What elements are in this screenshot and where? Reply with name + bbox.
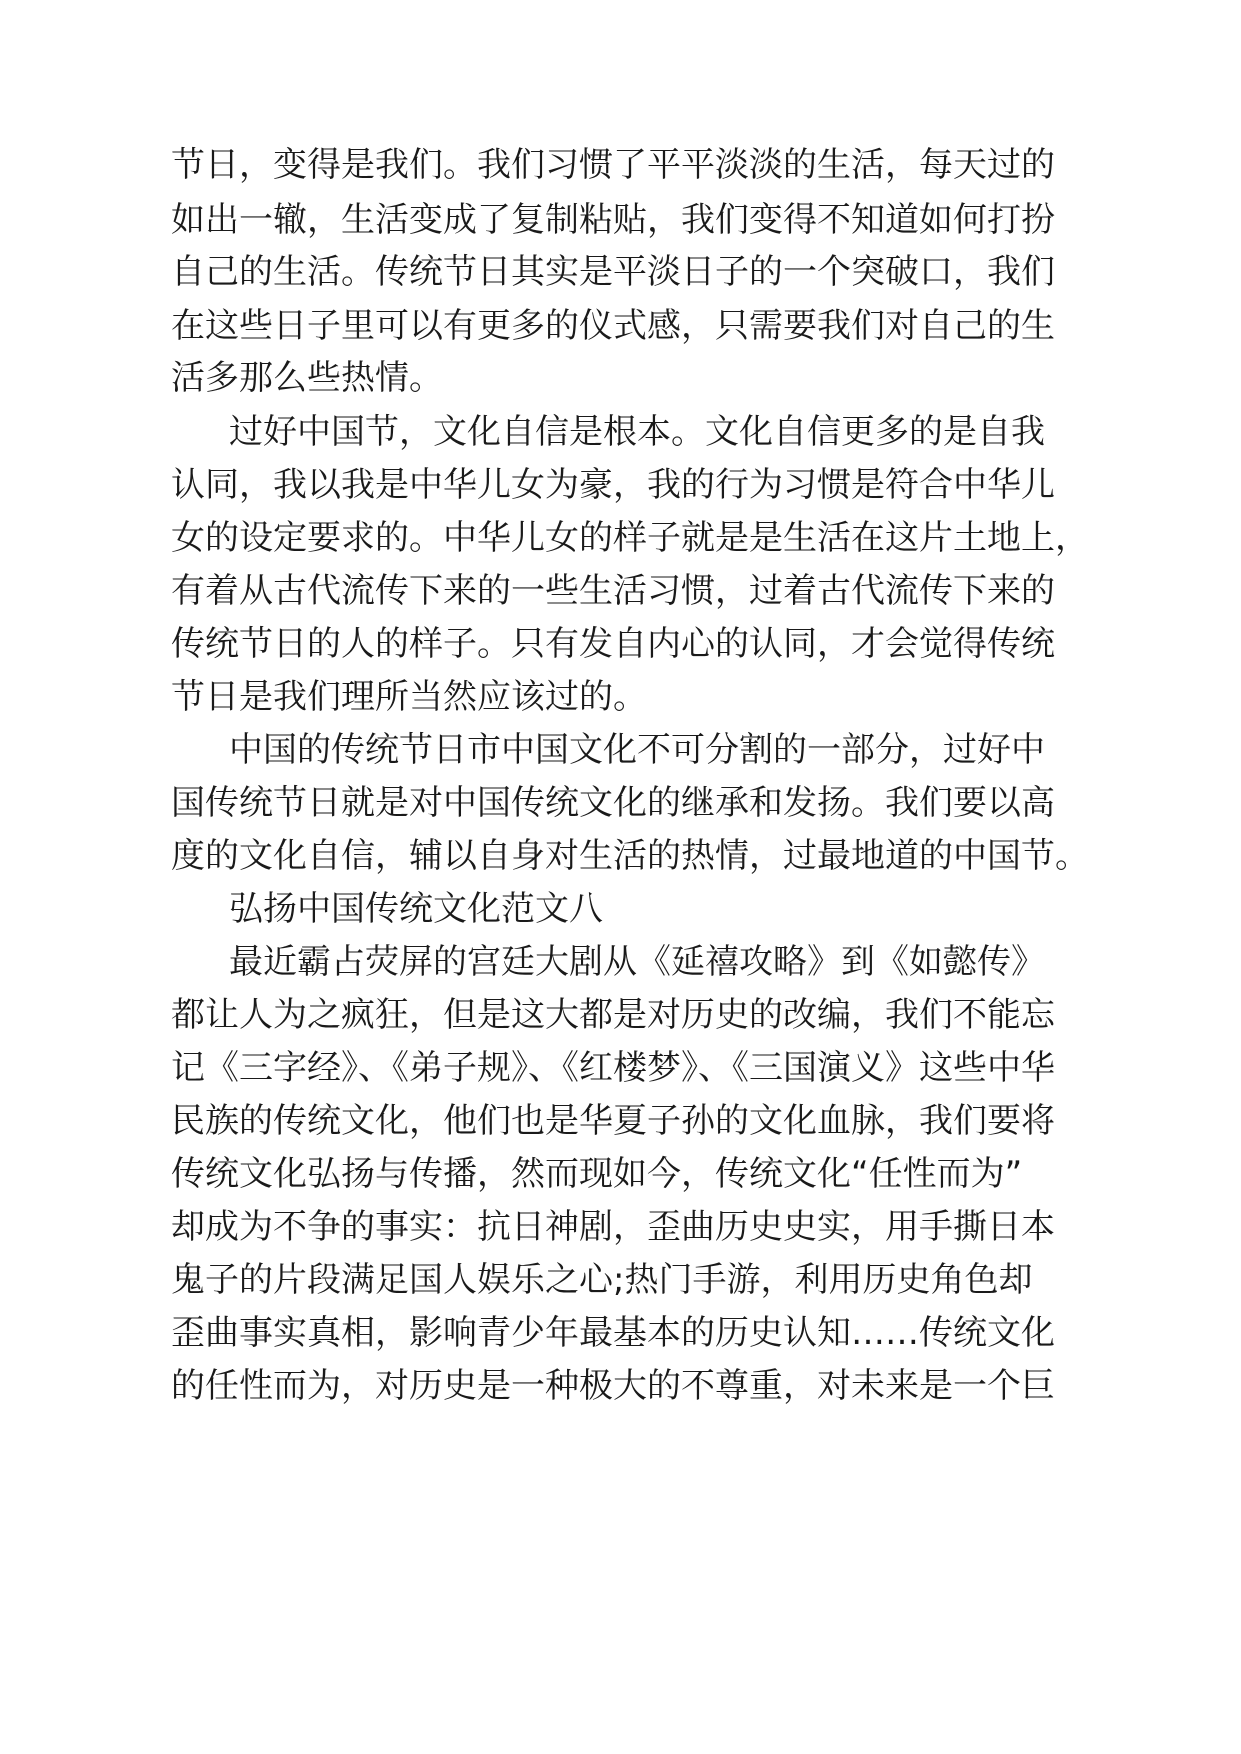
text-line: 过好中国节，文化自信是根本。文化自信更多的是自我 xyxy=(229,412,1045,452)
text-line: 中国的传统节日市中国文化不可分割的一部分，过好中 xyxy=(229,730,1045,770)
text-line: 认同，我以我是中华儿女为豪，我的行为习惯是符合中华儿 xyxy=(171,465,1055,505)
text-line: 在这些日子里可以有更多的仪式感，只需要我们对自己的生 xyxy=(171,306,1055,346)
text-line: 都让人为之疯狂，但是这大都是对历史的改编，我们不能忘 xyxy=(171,995,1055,1035)
text-line: 节日是我们理所当然应该过的。 xyxy=(171,677,647,717)
text-line: 歪曲事实真相，影响青少年最基本的历史认知……传统文化 xyxy=(171,1313,1055,1353)
text-line: 活多那么些热情。 xyxy=(171,358,443,398)
text-line: 的任性而为，对历史是一种极大的不尊重，对未来是一个巨 xyxy=(171,1366,1055,1406)
text-line: 民族的传统文化，他们也是华夏子孙的文化血脉，我们要将 xyxy=(171,1101,1055,1141)
text-line: 女的设定要求的。中华儿女的样子就是是生活在这片土地上， xyxy=(171,518,1089,558)
text-line: 鬼子的片段满足国人娱乐之心;热门手游，利用历史角色却 xyxy=(171,1260,1033,1300)
text-line: 如出一辙，生活变成了复制粘贴，我们变得不知道如何打扮 xyxy=(171,200,1055,240)
text-line: 却成为不争的事实：抗日神剧，歪曲历史史实，用手撕日本 xyxy=(171,1207,1055,1247)
text-line: 节日，变得是我们。我们习惯了平平淡淡的生活，每天过的 xyxy=(171,145,1055,185)
text-line: 传统节日的人的样子。只有发自内心的认同，才会觉得传统 xyxy=(171,624,1055,664)
text-line: 传统文化弘扬与传播，然而现如今，传统文化“任性而为” xyxy=(171,1154,1023,1194)
text-line: 最近霸占荧屏的宫廷大剧从《延禧攻略》到《如懿传》 xyxy=(229,942,1045,982)
text-line: 记《三字经》、《弟子规》、《红楼梦》、《三国演义》这些中华 xyxy=(171,1048,1055,1088)
text-line: 国传统节日就是对中国传统文化的继承和发扬。我们要以高 xyxy=(171,783,1055,823)
section-heading: 弘扬中国传统文化范文八 xyxy=(229,889,603,929)
text-line: 自己的生活。传统节日其实是平淡日子的一个突破口，我们 xyxy=(171,252,1055,292)
text-line: 度的文化自信，辅以自身对生活的热情，过最地道的中国节。 xyxy=(171,836,1089,876)
text-line: 有着从古代流传下来的一些生活习惯，过着古代流传下来的 xyxy=(171,571,1055,611)
